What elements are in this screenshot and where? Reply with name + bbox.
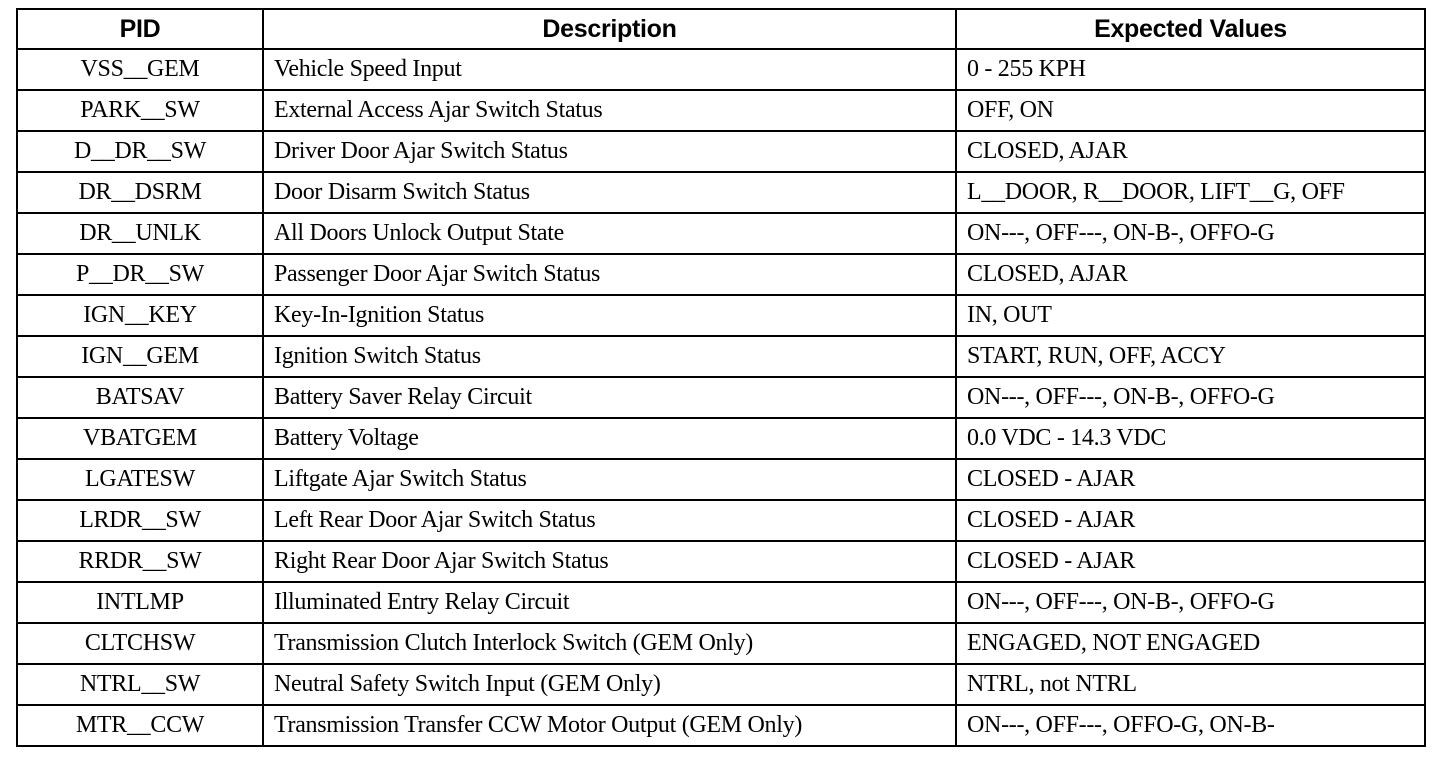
description-cell: Illuminated Entry Relay Circuit: [263, 582, 956, 623]
expected-value-cell: 0 - 255 KPH: [956, 49, 1425, 90]
pid-cell: P__DR__SW: [17, 254, 263, 295]
table-row: [17, 131, 1425, 172]
expected-value-cell: ON---, OFF---, OFFO-G, ON-B-: [956, 705, 1425, 746]
expected-value-cell: CLOSED, AJAR: [956, 131, 1425, 172]
pid-cell: BATSAV: [17, 377, 263, 418]
pid-cell: NTRL__SW: [17, 664, 263, 705]
table-row: [17, 295, 1425, 336]
pid-cell: RRDR__SW: [17, 541, 263, 582]
description-cell: Key-In-Ignition Status: [263, 295, 956, 336]
pid-cell: IGN__GEM: [17, 336, 263, 377]
description-cell: Passenger Door Ajar Switch Status: [263, 254, 956, 295]
expected-value-cell: 0.0 VDC - 14.3 VDC: [956, 418, 1425, 459]
expected-value-cell: ON---, OFF---, ON-B-, OFFO-G: [956, 582, 1425, 623]
expected-value-cell: ENGAGED, NOT ENGAGED: [956, 623, 1425, 664]
description-cell: Right Rear Door Ajar Switch Status: [263, 541, 956, 582]
description-cell: External Access Ajar Switch Status: [263, 90, 956, 131]
table-row: [17, 541, 1425, 582]
expected-value-cell: L__DOOR, R__DOOR, LIFT__G, OFF: [956, 172, 1425, 213]
pid-cell: CLTCHSW: [17, 623, 263, 664]
pid-table: [16, 8, 1426, 747]
expected-value-cell: OFF, ON: [956, 90, 1425, 131]
expected-value-cell: CLOSED - AJAR: [956, 541, 1425, 582]
description-cell: Left Rear Door Ajar Switch Status: [263, 500, 956, 541]
table-row: [17, 377, 1425, 418]
description-cell: Battery Saver Relay Circuit: [263, 377, 956, 418]
table-row: [17, 705, 1425, 746]
description-cell: Transmission Transfer CCW Motor Output (GEM Only): [263, 705, 956, 746]
expected-value-cell: CLOSED, AJAR: [956, 254, 1425, 295]
description-cell: All Doors Unlock Output State: [263, 213, 956, 254]
table-row: [17, 582, 1425, 623]
expected-value-cell: IN, OUT: [956, 295, 1425, 336]
pid-cell: IGN__KEY: [17, 295, 263, 336]
description-cell: Door Disarm Switch Status: [263, 172, 956, 213]
expected-value-cell: NTRL, not NTRL: [956, 664, 1425, 705]
description-cell: Battery Voltage: [263, 418, 956, 459]
description-cell: Ignition Switch Status: [263, 336, 956, 377]
header-row: [17, 9, 1425, 49]
table-row: [17, 49, 1425, 90]
header-expected-values: Expected Values: [956, 9, 1425, 49]
pid-cell: PARK__SW: [17, 90, 263, 131]
expected-value-cell: ON---, OFF---, ON-B-, OFFO-G: [956, 377, 1425, 418]
table-row: [17, 623, 1425, 664]
pid-cell: MTR__CCW: [17, 705, 263, 746]
table-row: [17, 459, 1425, 500]
pid-cell: VBATGEM: [17, 418, 263, 459]
expected-value-cell: CLOSED - AJAR: [956, 500, 1425, 541]
description-cell: Driver Door Ajar Switch Status: [263, 131, 956, 172]
expected-value-cell: START, RUN, OFF, ACCY: [956, 336, 1425, 377]
header-pid: PID: [17, 9, 263, 49]
table-row: [17, 336, 1425, 377]
table-row: [17, 664, 1425, 705]
table-row: [17, 172, 1425, 213]
expected-value-cell: ON---, OFF---, ON-B-, OFFO-G: [956, 213, 1425, 254]
pid-cell: INTLMP: [17, 582, 263, 623]
pid-cell: DR__DSRM: [17, 172, 263, 213]
description-cell: Neutral Safety Switch Input (GEM Only): [263, 664, 956, 705]
table-body: [17, 49, 1425, 746]
description-cell: Liftgate Ajar Switch Status: [263, 459, 956, 500]
table-row: [17, 500, 1425, 541]
pid-cell: DR__UNLK: [17, 213, 263, 254]
table-row: [17, 418, 1425, 459]
expected-value-cell: CLOSED - AJAR: [956, 459, 1425, 500]
pid-cell: LRDR__SW: [17, 500, 263, 541]
pid-cell: D__DR__SW: [17, 131, 263, 172]
pid-table-container: [16, 8, 1424, 747]
table-row: [17, 213, 1425, 254]
pid-cell: LGATESW: [17, 459, 263, 500]
description-cell: Transmission Clutch Interlock Switch (GEM Only): [263, 623, 956, 664]
table-row: [17, 254, 1425, 295]
pid-cell: VSS__GEM: [17, 49, 263, 90]
description-cell: Vehicle Speed Input: [263, 49, 956, 90]
table-row: [17, 90, 1425, 131]
header-description: Description: [263, 9, 956, 49]
